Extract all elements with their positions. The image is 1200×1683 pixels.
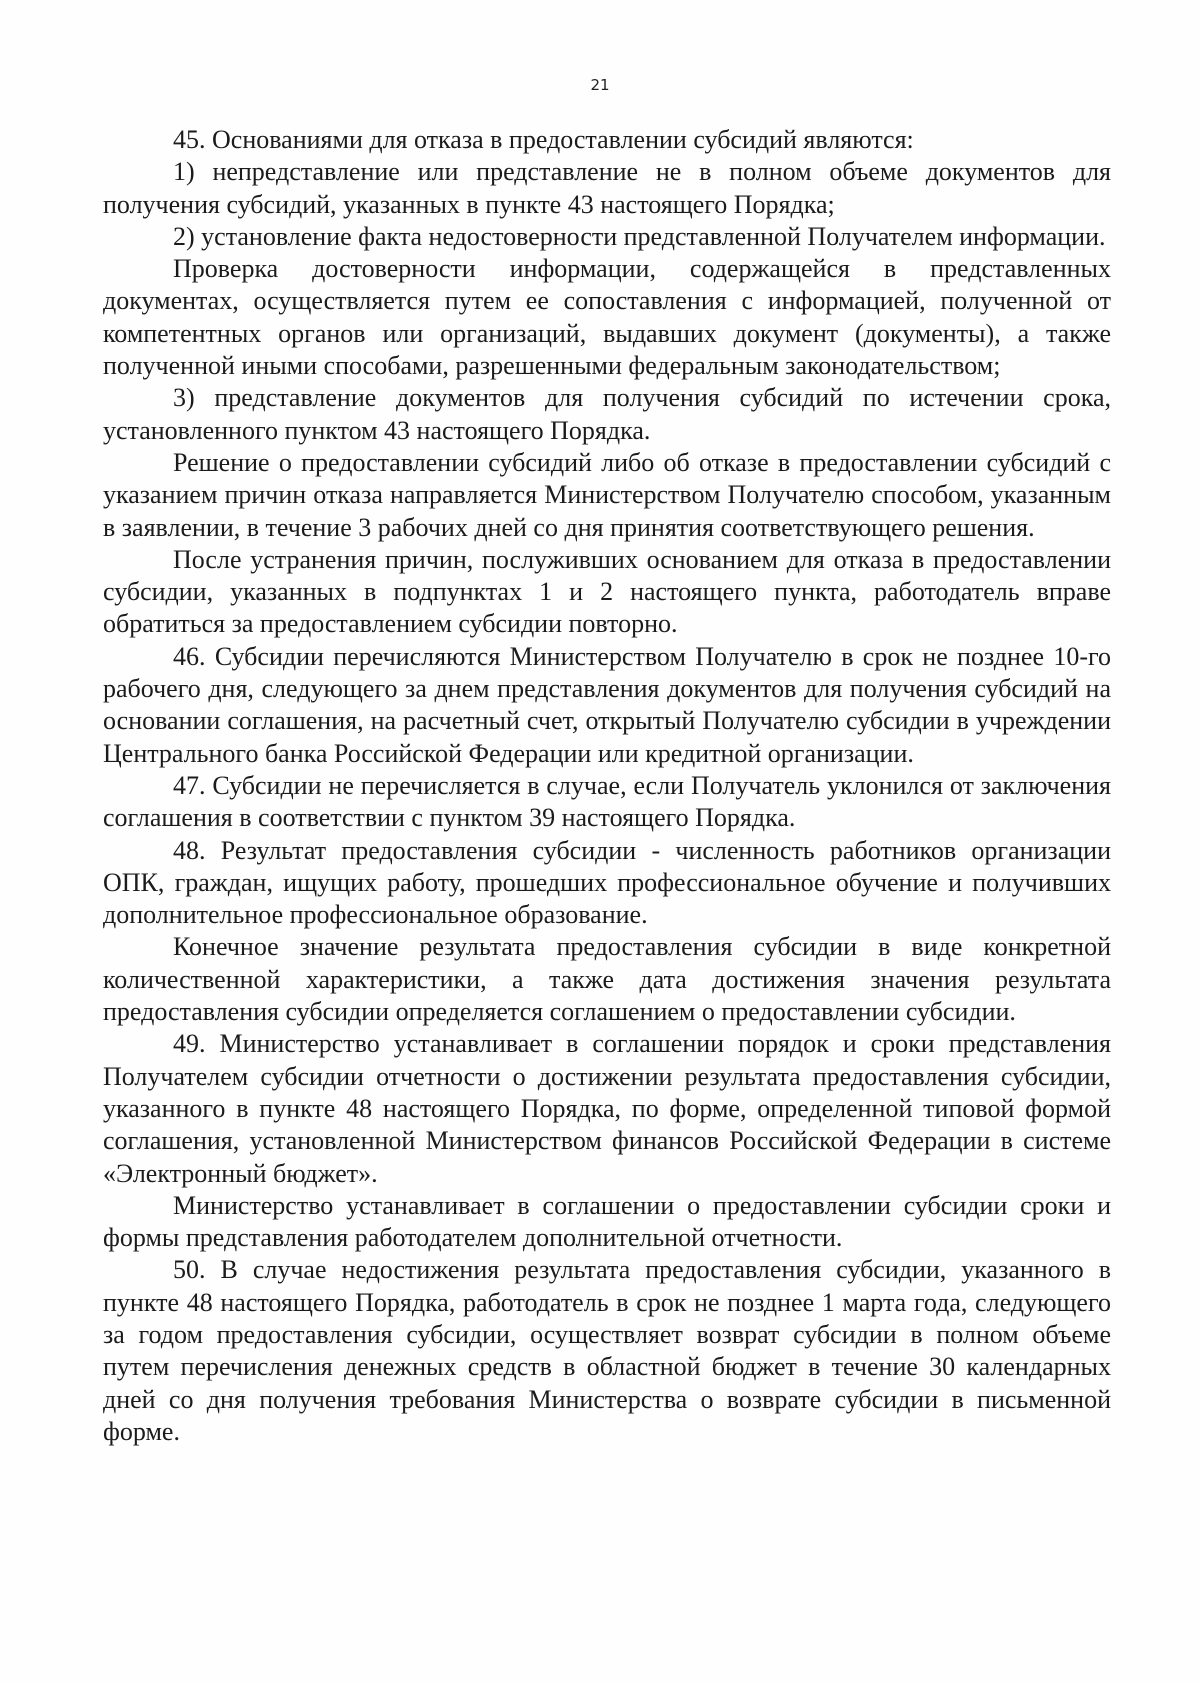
paragraph-46: 46. Субсидии перечисляются Министерством Получателю в срок не позднее 10-го рабочего дня, следующего за днем представления документов для получения субсидий на основании соглашения, на расчетный счет, открытый Получателю субсидии в учреждении Центрального банка Российской Федерации или кредитной организации. [103,641,1111,768]
paragraph-49: 49. Министерство устанавливает в соглашении порядок и сроки представления Получателем субсидии отчетности о достижении результата предоставления субсидии, указанного в пункте 48 настоящего Порядка, по форме, определенной типовой формой соглашения, установленной Министерством финансов Российской Федерации в системе «Электронный бюджет». [103,1029,1111,1188]
page-number: 21 [590,76,610,94]
paragraph-additional-reporting: Министерство устанавливает в соглашении о предоставлении субсидии сроки и формы представления работодателем дополнительной отчетности. [103,1190,1111,1253]
paragraph-48: 48. Результат предоставления субсидии - численность работников организации ОПК, граждан, ищущих работу, прошедших профессиональное обучение и получивших дополнительное профессиональное образование. [103,835,1111,930]
paragraph-45-item-2: 2) установление факта недостоверности представленной Получателем информации. [173,221,1106,251]
paragraph-verification: Проверка достоверности информации, содержащейся в представленных документах, осуществляется путем ее сопоставления с информацией, полученной от компетентных органов или организаций, выдавших документ (документы), а также полученной иными способами, разрешенными федеральным законодательством; [103,254,1111,381]
paragraph-45-item-3: 3) представление документов для получения субсидий по истечении срока, установленного пунктом 43 настоящего Порядка. [103,383,1111,445]
paragraph-45: 45. Основаниями для отказа в предоставлении субсидий являются: [173,125,914,154]
paragraph-47: 47. Субсидии не перечисляется в случае, если Получатель уклонился от заключения соглашения в соответствии с пунктом 39 настоящего Порядка. [103,770,1111,833]
document-body [103,124,1111,1448]
paragraph-result-value: Конечное значение результата предоставления субсидии в виде конкретной количественной характеристики, а также дата достижения значения результата предоставления субсидии определяется соглашением о предоставлении субсидии. [103,932,1111,1027]
paragraph-decision: Решение о предоставлении субсидий либо об отказе в предоставлении субсидий с указанием причин отказа направляется Министерством Получателю способом, указанным в заявлении, в течение 3 рабочих дней со дня принятия соответствующего решения. [103,447,1111,542]
paragraph-50: 50. В случае недостижения результата предоставления субсидии, указанного в пункте 48 настоящего Порядка, работодатель в срок не позднее 1 марта года, следующего за годом предоставления субсидии, осуществляет возврат субсидии в полном объеме путем перечисления денежных средств в областной бюджет в течение 30 календарных дней со дня получения требования Министерства о возврате субсидии в письменной форме. [103,1255,1111,1446]
paragraph-resubmission: После устранения причин, послуживших основанием для отказа в предоставлении субсидии, указанных в подпунктах 1 и 2 настоящего пункта, работодатель вправе обратиться за предоставлением субсидии повторно. [103,544,1111,639]
paragraph-45-item-1: 1) непредставление или представление не в полном объеме документов для получения субсидий, указанных в пункте 43 настоящего Порядка; [103,157,1111,219]
